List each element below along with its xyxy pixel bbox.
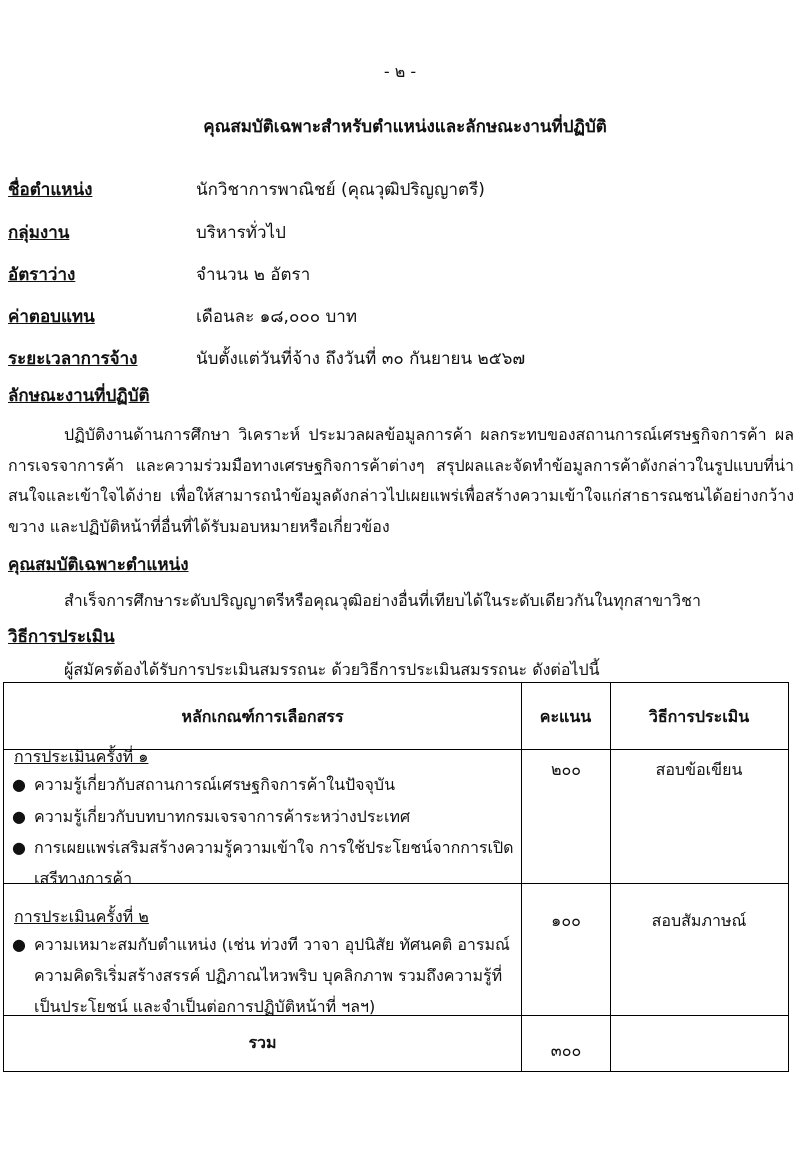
assessment-intro: ผู้สมัครต้องได้รับการประเมินสมรรถนะ ด้วยวิธีการประเมินสมรรถนะ ดังต่อไปนี้	[64, 660, 600, 679]
info-value-group: บริหารทั่วไป	[196, 223, 286, 243]
info-label-salary: ค่าตอบแทน	[8, 307, 95, 327]
total-label: รวม	[248, 1033, 277, 1052]
header-score: คะแนน	[539, 707, 592, 726]
round-1-item: ● การเผยแพร่เสริมสร้างความรู้ความเข้าใจ การใช้ประโยชน์จากการเปิดเสรีทางการค้า	[12, 832, 514, 894]
info-value-position: นักวิชาการพาณิชย์ (คุณวุฒิปริญญาตรี)	[196, 180, 485, 200]
info-value-salary: เดือนละ ๑๘,๐๐๐ บาท	[196, 307, 358, 327]
bullet-icon: ●	[12, 838, 26, 857]
total-score: ๓๐๐	[550, 1041, 582, 1060]
round-2-method: สอบสัมภาษณ์	[651, 911, 747, 930]
round-1-item: ● ความรู้เกี่ยวกับสถานการณ์เศรษฐกิจการค้าในปัจจุบัน	[12, 769, 534, 800]
info-value-duration: นับตั้งแต่วันที่จ้าง ถึงวันที่ ๓๐ กันยายน ๒๕๖๗	[196, 349, 526, 369]
bullet-icon: ●	[12, 775, 26, 794]
round-2-item: ● ความเหมาะสมกับตำแหน่ง (เช่น ท่วงที วาจา อุปนิสัย ทัศนคติ อารมณ์ ความคิดริเริ่มสร้างสรรค์ ปฏิภาณไหวพริบ บุคลิกภาพ รวมถึงความรู้ที่เป็นประโยชน์ และจำเป็นต่อการปฏิบัติหน้าที่ ฯลฯ)	[12, 929, 514, 1022]
header-method: วิธีการประเมิน	[648, 707, 750, 726]
round-1-title: การประเมินครั้งที่ ๑	[14, 747, 149, 766]
job-description-heading: ลักษณะงานที่ปฏิบัติ	[8, 386, 150, 406]
bullet-icon: ●	[12, 935, 26, 954]
info-label-position: ชื่อตำแหน่ง	[8, 180, 93, 200]
job-description-text: ปฏิบัติงานด้านการศึกษา วิเคราะห์ ประมวลผลข้อมูลการค้า ผลกระทบของสถานการณ์เศรษฐกิจการค้า ผลการเจรจาการค้า และความร่วมมือทางเศรษฐกิจการค้าต่างๆ สรุปผลและจัดทำข้อมูลการค้าดังกล่าวในรูปแบบที่น่าสนใจและเข้าใจได้ง่าย เพื่อให้สามารถนำข้อมูลดังกล่าวไปเผยแพร่เพื่อสร้างความเข้าใจแก่สาธารณชนได้อย่างกว้างขวาง และปฏิบัติหน้าที่อื่นที่ได้รับมอบหมายหรือเกี่ยวข้อง	[8, 425, 794, 536]
assessment-heading: วิธีการประเมิน	[8, 627, 115, 647]
round-1-score: ๒๐๐	[550, 760, 582, 779]
bullet-icon: ●	[12, 807, 26, 826]
info-value-vacancy: จำนวน ๒ อัตรา	[196, 265, 311, 285]
document-title: คุณสมบัติเฉพาะสำหรับตำแหน่งและลักษณะงานที่ปฏิบัติ	[203, 117, 607, 137]
info-label-group: กลุ่มงาน	[8, 223, 70, 243]
info-label-duration: ระยะเวลาการจ้าง	[8, 349, 138, 369]
qualification-text: สำเร็จการศึกษาระดับปริญญาตรีหรือคุณวุฒิอย่างอื่นที่เทียบได้ในระดับเดียวกันในทุกสาขาวิชา	[64, 591, 701, 610]
page-number: - ๒ -	[383, 62, 417, 81]
info-label-vacancy: อัตราว่าง	[8, 265, 76, 285]
round-2-score: ๑๐๐	[551, 911, 581, 930]
header-criteria: หลักเกณฑ์การเลือกสรร	[181, 707, 344, 726]
criteria-table	[3, 682, 789, 1072]
qualification-heading: คุณสมบัติเฉพาะตำแหน่ง	[8, 555, 189, 575]
round-2-title: การประเมินครั้งที่ ๒	[14, 907, 149, 926]
round-1-item: ● ความรู้เกี่ยวกับบทบาทกรมเจรจาการค้าระหว่างประเทศ	[12, 801, 534, 832]
round-1-method: สอบข้อเขียน	[655, 760, 743, 779]
